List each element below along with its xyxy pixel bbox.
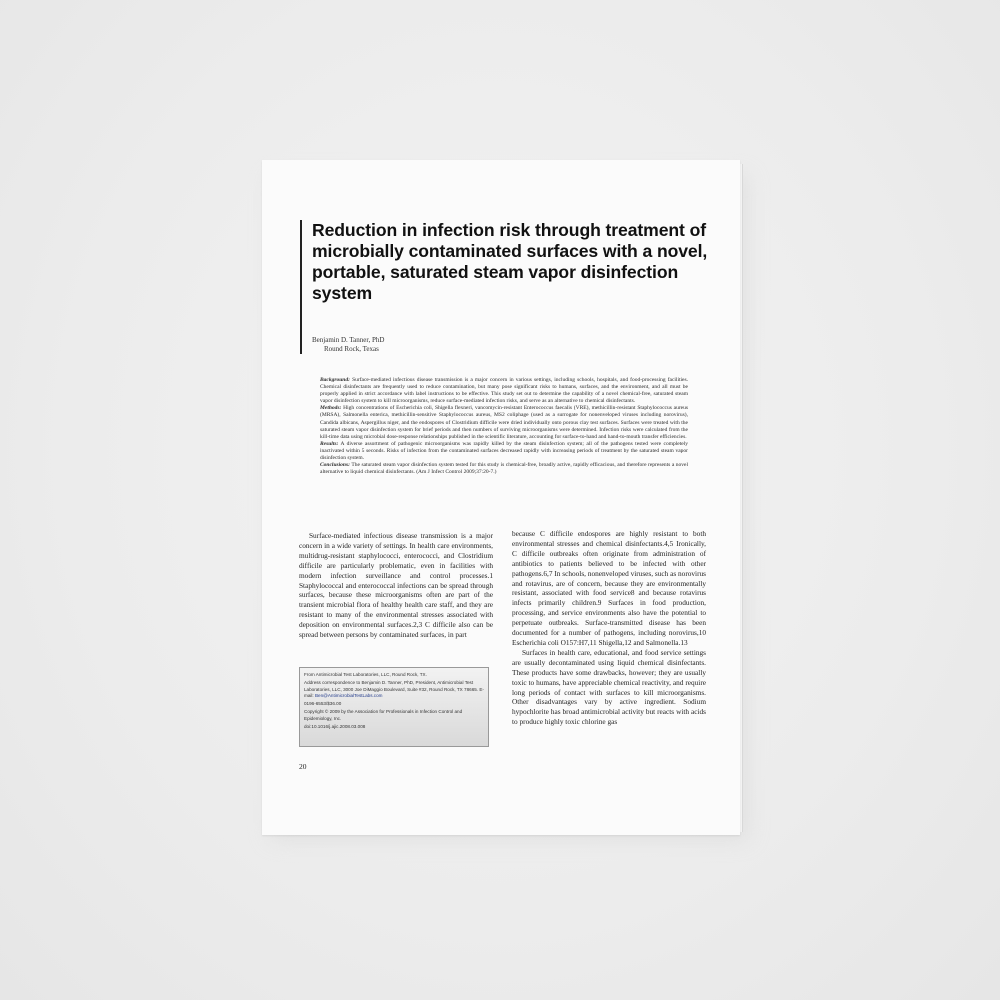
body-paragraph: Surfaces in health care, educational, and food service settings are usually decontaminated using liquid chemical disinfectants. These products have some drawbacks, however; they are usually toxic to humans, have appreciable chemical reactivity, and require long periods of contact with surfaces to kill microorganisms. Other disadvantages vary by active ingredient. Sodium hypochlorite has broad antimicrobial activity but reacts with acids to produce highly toxic chlorine gas [512,647,706,727]
correspondence-box [299,667,489,747]
infobox-from: From Antimicrobial Test Laboratories, LLC, Round Rock, TX. [304,672,427,677]
author-affiliation: Round Rock, Texas [324,345,379,353]
body-column-right [512,529,706,727]
abstract-methods-text: High concentrations of Escherichia coli, Shigella flexneri, vancomycin-resistant Enterococcus faecalis (VRE), methicillin-resistant Staphylococcus aureus (MRSA), Salmonella enterica, methicillin-sensitive Staphylococcus aureus, MS2 coliphage (used as a surrogate for nonenveloped viruses including norovirus), Candida albicans, Aspergillus niger, and the endospores of Clostridium difficile were dried individually onto porous clay test surfaces. Surfaces were treated with the saturated steam vapor disinfection system for brief periods and then numbers of surviving microorganisms were determined. Infection risks were calculated from the kill-time data using microbial dose-response relationships published in the scientific literature, accounting for surface-to-hand and hand-to-mouth transfer efficiencies. [320,405,688,440]
author-block [312,336,732,354]
article-title: Reduction in infection risk through treatment of microbially contaminated surfaces with a novel, portable, saturated steam vapor disinfection system [312,220,708,303]
journal-page [262,160,740,835]
abstract-conclusions [320,462,688,476]
abstract-conclusions-text: The saturated steam vapor disinfection system tested for this study is chemical-free, broadly active, rapidly efficacious, and therefore represents a novel alternative to liquid chemical disinfectants. (Am J Infect Control 2009;37:20-7.) [320,462,689,476]
abstract-results-text: A diverse assortment of pathogenic microorganisms was rapidly killed by the steam disinfection system; all of the pathogens tested were completely inactivated within 5 seconds. Risks of infection from the contaminated surfaces decreased rapidly with increasing periods of treatment by the saturated steam vapor disinfection system. [320,440,688,462]
email-link[interactable]: Ben@AntimicrobialTestLabs.com [314,692,383,698]
abstract-background-label: Background: [320,377,350,383]
abstract-background-text: Surface-mediated infectious disease transmission is a major concern in various settings, including schools, hospitals, and food-processing facilities. Chemical disinfectants are frequently used to reduce contamination, but many pose significant risks to humans, surfaces, and the environment, and all must be properly applied in strict accordance with label instructions to be effective. This study set out to determine the capability of a novel chemical-free, saturated steam vapor disinfection system to kill microorganisms, reduce surface-mediated infection risks, and serve as an alternative to chemical disinfectants. [320,377,689,405]
body-paragraph: Surface-mediated infectious disease transmission is a major concern in a wide variety of settings. In health care environments, multidrug-resistant staphylococci, enterococci, and Clostridium difficile are particularly problematic, even in facilities with modern infection surveillance and control processes.1 Staphylococcal and enterococcal infections can be spread through surfaces, because these microorganisms often are part of the transient microbial flora of healthy health care staff, and they are resistant to many of the environmental stresses associated with deposition on environmental surfaces.2,3 C difficile also can be spread between persons by contaminated surfaces, in part [299,531,493,640]
infobox-price: 0196-6553/$36.00 [304,701,342,707]
body-column-left [299,531,493,640]
title-block [300,220,732,354]
abstract-background [320,377,688,405]
infobox-copyright: Copyright © 2009 by the Association for Professionals in Infection Control and Epidemiology, Inc. [304,709,463,721]
abstract-methods [320,405,688,440]
abstract-results [320,441,688,462]
infobox-address-text: Address correspondence to Benjamin D. Tanner, PhD, President, Antimicrobial Test Laboratories, LLC, 3000 Joe DiMaggio Boulevard, Suite #32, Round Rock, TX 78665. E-mail: [304,680,484,698]
infobox-doi: doi:10.1016/j.ajic.2008.03.008 [304,724,366,730]
page-number: 20 [299,762,307,771]
infobox-address [304,680,484,699]
abstract-methods-label: Methods: [320,405,342,412]
abstract-conclusions-label: Conclusions: [320,462,350,469]
abstract-results-label: Results: [320,440,339,447]
abstract [320,377,688,476]
author-name: Benjamin D. Tanner, PhD [312,336,385,344]
body-paragraph: because C difficile endospores are highly resistant to both environmental stresses and chemical disinfectants.4,5 Ironically, C difficile outbreaks often originate from administration of antibiotics to patients believed to be infected with other pathogens.6,7 In schools, nonenveloped viruses, such as norovirus and rotavirus, are of concern, because they are environmentally resistant, associated with food service8 and because rotavirus infects primarily children.9 Surfaces in food production, processing, and service environments also have the potential to perpetuate outbreaks. Surface-transmitted disease has been documented for a number of pathogens, including norovirus,10 Escherichia coli O157:H7,11 Shigella,12 and Salmonella.13 [512,529,706,647]
